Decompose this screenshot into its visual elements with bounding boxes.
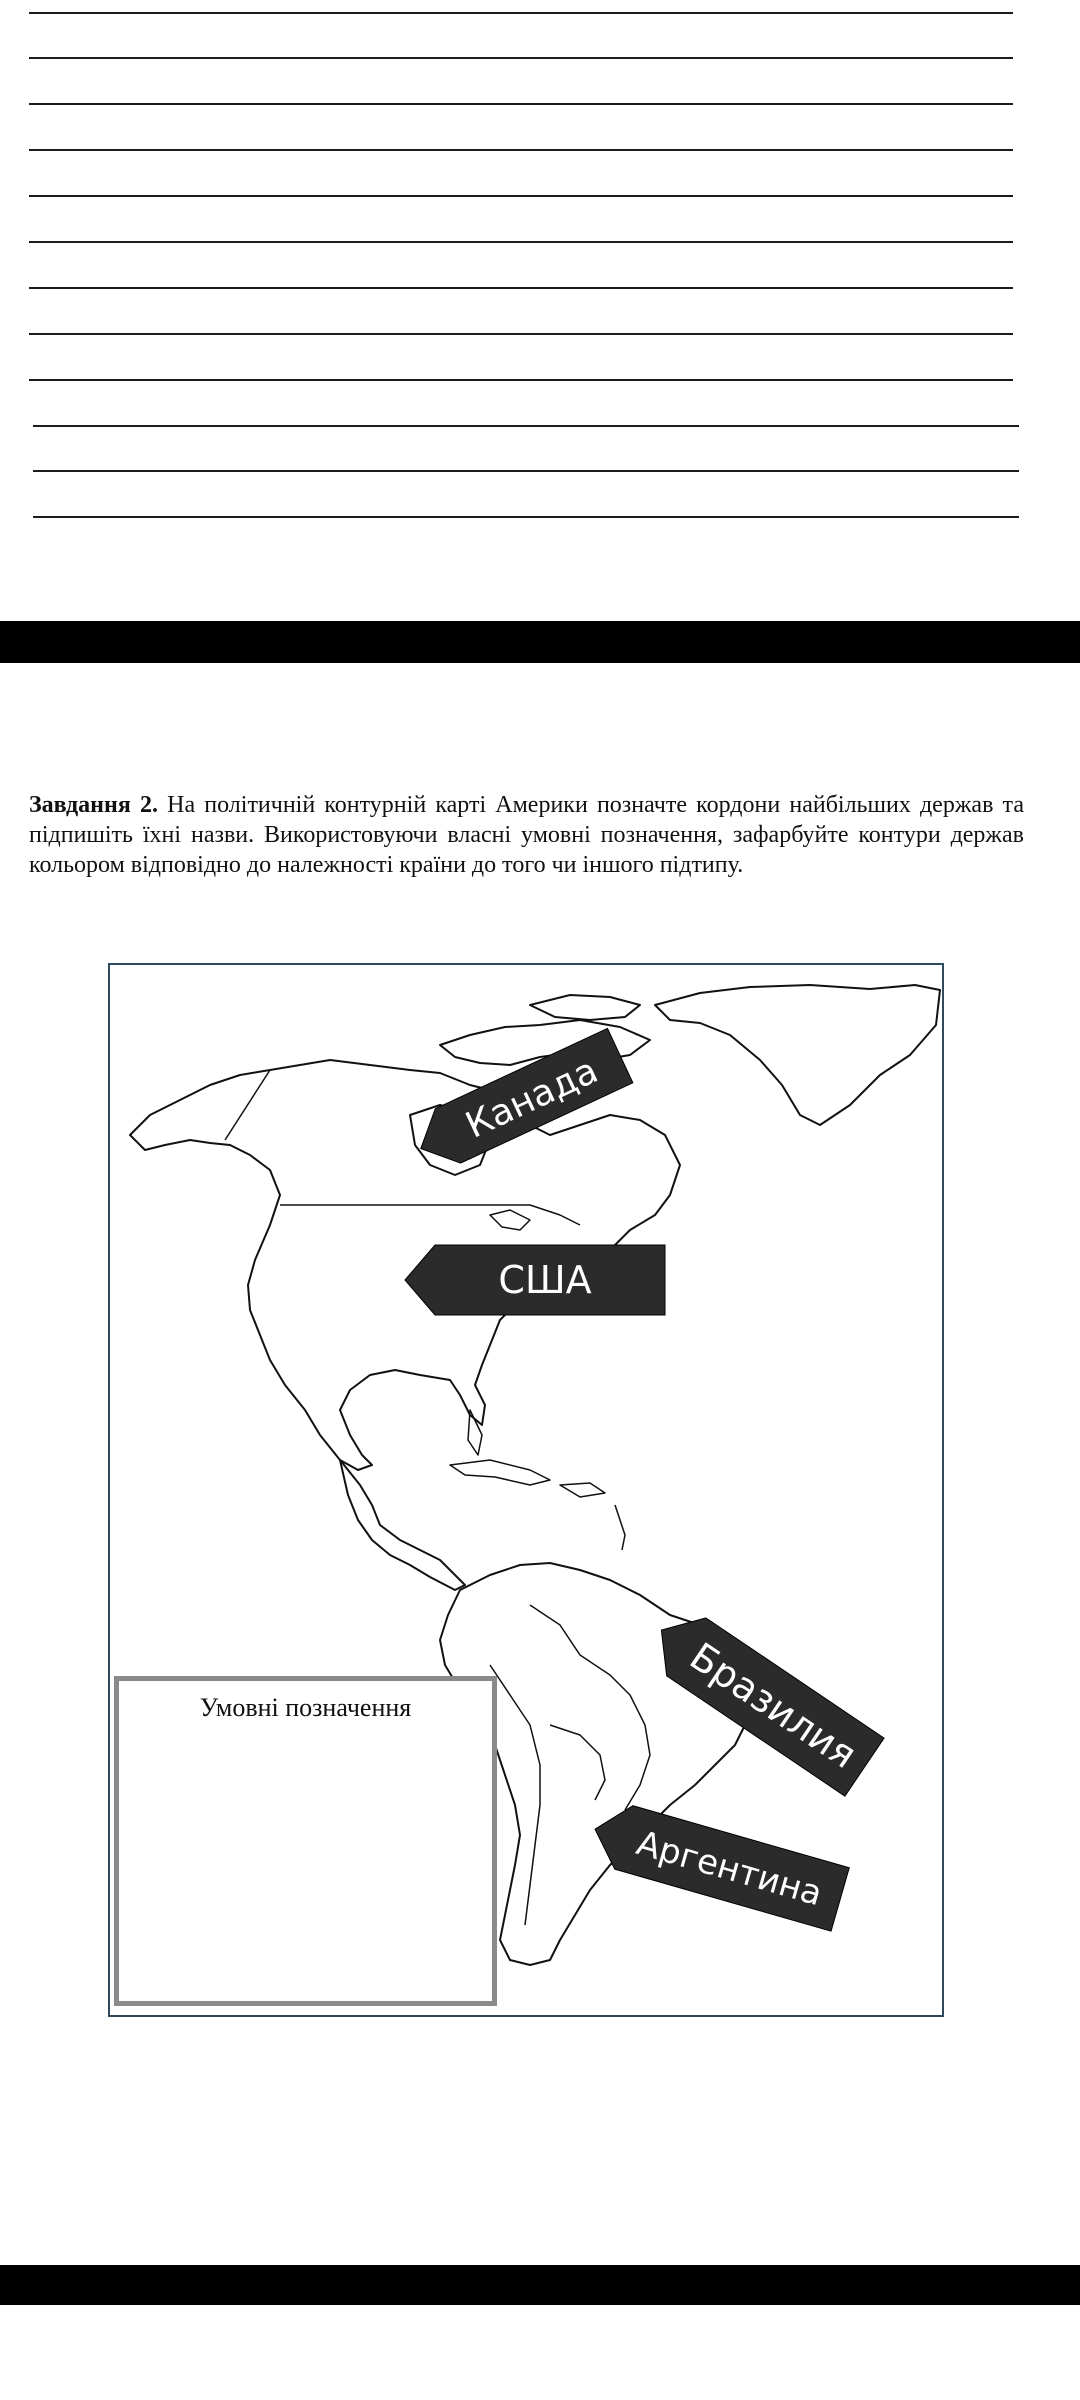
writing-line <box>29 12 1013 14</box>
label-tag-usa <box>400 1235 670 1325</box>
legend-box <box>114 1676 497 2006</box>
label-tag-argentina <box>580 1790 860 1940</box>
greenland-outline <box>655 985 940 1125</box>
writing-line <box>29 379 1013 381</box>
task-body: На політичній контурній карті Америки позначте кордони найбільших держав та підпишіть їхні назви. Використовуючи власні умовні позначення, зафарбуйте контури держав кольором відповідно до належності країни до того чи іншого підтипу. <box>29 792 1024 878</box>
cuba <box>450 1460 550 1485</box>
writing-line <box>29 149 1013 151</box>
page-separator-top <box>0 621 1080 663</box>
lesser-antilles <box>615 1505 625 1550</box>
task-2-text <box>29 790 1024 880</box>
writing-line <box>33 516 1019 518</box>
label-usa: США <box>498 1258 592 1302</box>
great-lakes <box>490 1210 530 1230</box>
inner-border <box>550 1725 605 1800</box>
map-frame <box>108 963 944 2017</box>
label-brazil: Бразилия <box>682 1634 865 1778</box>
writing-line <box>29 287 1013 289</box>
writing-line <box>29 57 1013 59</box>
label-tag-brazil <box>620 1585 910 1815</box>
writing-line <box>29 195 1013 197</box>
andes-border <box>490 1665 540 1925</box>
florida <box>468 1410 482 1455</box>
legend-title: Умовні позначення <box>199 1693 412 1722</box>
writing-line <box>33 470 1019 472</box>
page-separator-bottom <box>0 2265 1080 2305</box>
lined-writing-area <box>0 0 1080 620</box>
hispaniola <box>560 1483 605 1497</box>
writing-line <box>29 241 1013 243</box>
writing-line <box>29 103 1013 105</box>
canada-usa-border <box>280 1205 580 1225</box>
writing-line <box>33 425 1019 427</box>
label-argentina: Аргентина <box>632 1823 827 1915</box>
alaska-border <box>225 1070 270 1140</box>
label-canada: Канада <box>459 1050 605 1147</box>
label-tag-canada <box>390 1015 660 1185</box>
writing-line <box>29 333 1013 335</box>
central-america-outline <box>340 1460 465 1590</box>
task-title: Завдання 2. <box>29 792 158 818</box>
